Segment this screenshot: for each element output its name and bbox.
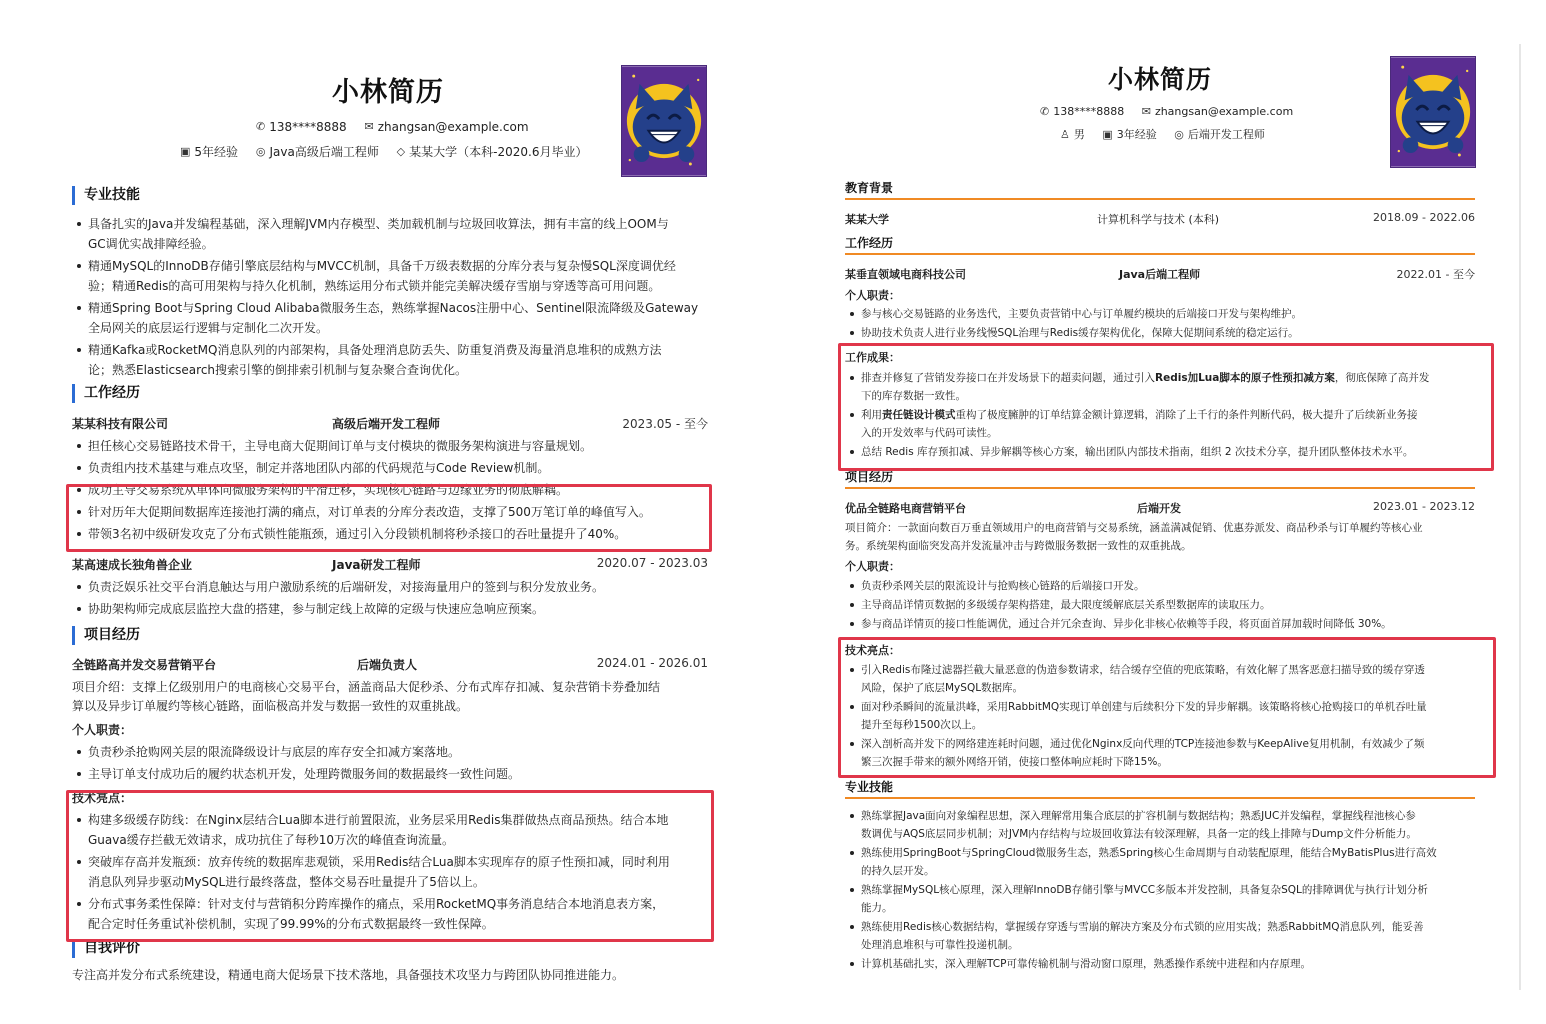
job-header xyxy=(72,556,708,574)
tag-icon: ◇ xyxy=(396,145,406,158)
experience-text: 3年经验 xyxy=(1116,128,1157,141)
contact-row xyxy=(1040,105,1307,118)
phone-contact xyxy=(1040,105,1124,118)
avatar xyxy=(1390,56,1476,168)
company-name: 某某科技有限公司 xyxy=(72,417,169,431)
resume-title: 小林简历 xyxy=(332,77,444,108)
avatar xyxy=(621,65,707,177)
self-eval-text: 专注高并发分布式系统建设，精通电商大促场景下技术落地，具备强技术攻坚力与跨团队协同推进能力。 xyxy=(72,968,625,982)
briefcase-icon: ▣ xyxy=(180,145,191,158)
company-name: 某垂直领域电商科技公司 xyxy=(845,268,966,281)
email-text: zhangsan@example.com xyxy=(377,119,529,134)
skill-item: 精通Kafka或RocketMQ消息队列的内部架构，具备处理消息防丢失、防重复消费及海量消息堆积的成熟方法 论；熟悉Elasticsearch搜索引擎的倒排索引机制与复杂聚合查询优化。 xyxy=(74,340,710,380)
education-text: 某某大学（本科-2020.6月毕业） xyxy=(409,145,588,159)
cat-avatar-icon xyxy=(1391,57,1475,167)
person-icon: ♙ xyxy=(1060,127,1070,141)
resume-title: 小林简历 xyxy=(1108,65,1213,94)
position-text: Java高级后端工程师 xyxy=(269,145,379,159)
phone-contact xyxy=(256,120,347,134)
project-intro: 项目介绍：支撑上亿级别用户的电商核心交易平台，涵盖商品大促秒杀、分布式库存扣减、复杂营销卡券叠加结 算以及异步订单履约等核心链路，面临极高并发与数据一致性的双重挑战。 xyxy=(72,680,661,713)
project-duty-list xyxy=(847,577,1477,634)
list-item: 排查并修复了营销发券接口在并发场景下的超卖问题，通过引入Redis加Lua脚本的原子性预扣减方案，彻底保障了高并发 下的库存数据一致性。 xyxy=(847,369,1477,405)
cat-avatar-icon xyxy=(622,66,706,176)
job-duty-list xyxy=(847,305,1477,343)
list-item: 主导订单支付成功后的履约状态机开发，处理跨微服务间的数据最终一致性问题。 xyxy=(74,764,710,784)
email-contact xyxy=(1142,105,1293,118)
list-item: 负责秒杀抢购网关层的限流降级设计与底层的库存安全扣减方案落地。 xyxy=(74,742,710,762)
project-period: 2024.01 - 2026.01 xyxy=(596,656,708,670)
resume-page-left xyxy=(34,44,750,994)
list-item: 引入Redis布隆过滤器拦截大量恶意的伪造参数请求，结合缓存空值的兜底策略，有效化解了黑客恶意扫描导致的缓存穿透 风险，保护了底层MySQL数据库。 xyxy=(847,661,1477,697)
job-role: 高级后端开发工程师 xyxy=(332,417,441,431)
job-header xyxy=(845,266,1475,284)
phone-icon: ✆ xyxy=(1040,105,1050,118)
list-item: 负责组内技术基建与难点攻坚，制定并落地团队内部的代码规范与Code Review机制。 xyxy=(74,458,710,478)
list-item: 主导商品详情页数据的多级缓存架构搭建，最大限度缓解底层关系型数据库的读取压力。 xyxy=(847,596,1477,614)
skill-item: 熟练使用SpringBoot与SpringCloud微服务生态，熟悉Spring核心生命周期与自动装配原理，能结合MyBatisPlus进行高效 的持久层开发。 xyxy=(847,844,1477,880)
tech-label: 技术亮点： xyxy=(72,791,133,805)
skill-item: 精通Spring Boot与Spring Cloud Alibaba微服务生态，熟练掌握Nacos注册中心、Sentinel限流降级及Gateway 全局网关的底层运行逻辑与定制化二次开发。 xyxy=(74,298,710,338)
position-text: 后端开发工程师 xyxy=(1187,128,1265,141)
experience-info xyxy=(1102,126,1156,142)
skills-list xyxy=(847,807,1477,974)
job-role: Java后端工程师 xyxy=(1119,268,1201,281)
skill-item: 熟练使用Redis核心数据结构，掌握缓存穿透与雪崩的解决方案及分布式锁的应用实战；熟悉RabbitMQ消息队列，能妥善 处理消息堆积与可靠性投递机制。 xyxy=(847,918,1477,954)
section-project: 项目经历 xyxy=(72,626,140,645)
info-row xyxy=(1060,126,1279,142)
result-label: 工作成果： xyxy=(845,351,900,364)
experience-text: 5年经验 xyxy=(194,145,239,159)
edu-row xyxy=(845,211,1475,229)
list-item: 分布式事务柔性保障：针对支付与营销积分跨库操作的痛点，采用RocketMQ事务消息结合本地消息表方案， 配合定时任务重试补偿机制，实现了99.99%的分布式数据最终一致性保障。 xyxy=(74,894,710,934)
section-education: 教育背景 xyxy=(845,179,1475,196)
phone-text: 138****8888 xyxy=(1053,105,1125,118)
list-item: 成功主导交易系统从单体向微服务架构的平滑迁移，实现核心链路与边缘业务的彻底解耦。 xyxy=(74,480,710,500)
section-work: 工作经历 xyxy=(72,384,140,403)
gender-info xyxy=(1060,126,1085,142)
section-underline xyxy=(845,797,1475,799)
edu-period: 2018.09 - 2022.06 xyxy=(1373,211,1475,224)
skill-item: 熟练掌握Java面向对象编程思想，深入理解常用集合底层的扩容机制与数据结构；熟悉JUC并发编程，掌握线程池核心参 数调优与AQS底层同步机制；对JVM内存结构与垃圾回收算法有较深理解，具备一定的线上排障与Dump文件分析能力。 xyxy=(847,807,1477,843)
phone-icon: ✆ xyxy=(256,120,266,133)
list-item: 针对历年大促期间数据库连接池打满的痛点，对订单表的分库分表改造，支撑了500万笔订单的峰值写入。 xyxy=(74,502,710,522)
duty-label: 个人职责： xyxy=(845,289,900,302)
target-icon: ◎ xyxy=(1174,127,1184,141)
email-text: zhangsan@example.com xyxy=(1154,105,1294,118)
position-info xyxy=(256,143,379,160)
list-item: 突破库存高并发瓶颈：放弃传统的数据库悲观锁，采用Redis结合Lua脚本实现库存的原子性预扣减，同时利用 消息队列异步驱动MySQL进行最终落盘，整体交易吞吐量提升了5倍以上。 xyxy=(74,852,710,892)
list-item: 深入剖析高并发下的网络建连耗时问题，通过优化Nginx反向代理的TCP连接池参数与KeepAlive复用机制，有效减少了频 繁三次握手带来的额外网络开销，使接口整体响应耗时下降15%。 xyxy=(847,735,1477,771)
list-item: 担任核心交易链路技术骨干，主导电商大促期间订单与支付模块的微服务架构演进与容量规划。 xyxy=(74,436,710,456)
job-role: Java研发工程师 xyxy=(332,558,421,572)
list-item: 协助技术负责人进行业务线慢SQL治理与Redis缓存架构优化，保障大促期间系统的稳定运行。 xyxy=(847,324,1477,342)
experience-info xyxy=(180,143,238,160)
job-period: 2020.07 - 2023.03 xyxy=(596,556,708,570)
project-tech-list xyxy=(847,661,1477,772)
duty-label: 个人职责： xyxy=(845,560,900,573)
phone-text: 138****8888 xyxy=(269,119,347,134)
skill-item: 计算机基础扎实，深入理解TCP可靠传输机制与滑动窗口原理，熟悉操作系统中进程和内存原理。 xyxy=(847,955,1477,973)
duty-label: 个人职责： xyxy=(72,723,133,737)
list-item: 带领3名初中级研发攻克了分布式锁性能瓶颈，通过引入分段锁机制将秒杀接口的吞吐量提升了40%。 xyxy=(74,524,710,544)
page-edge-divider xyxy=(1519,44,1521,990)
school-name: 某某大学 xyxy=(845,213,889,226)
skill-item: 熟练掌握MySQL核心原理，深入理解InnoDB存储引擎与MVCC多版本并发控制，具备复杂SQL的排障调优与执行计划分析 能力。 xyxy=(847,881,1477,917)
skills-list xyxy=(74,214,710,382)
mail-icon: ✉ xyxy=(1141,105,1151,118)
major-text: 计算机科学与技术 (本科) xyxy=(1097,213,1220,226)
section-project: 项目经历 xyxy=(845,468,1475,485)
job1-list xyxy=(74,436,710,546)
list-item: 参与商品详情页的接口性能调优，通过合并冗余查询、异步化非核心依赖等手段，将页面首屏加载时间降低 30%。 xyxy=(847,615,1477,633)
list-item: 面对秒杀瞬间的流量洪峰，采用RabbitMQ实现订单创建与后续积分下发的异步解耦。该策略将核心抢购接口的单机吞吐量 提升至每秒1500次以上。 xyxy=(847,698,1477,734)
list-item: 负责泛娱乐社交平台消息触达与用户激励系统的后端研发，对接海量用户的签到与积分发放业务。 xyxy=(74,577,710,597)
list-item: 参与核心交易链路的业务迭代，主要负责营销中心与订单履约模块的后端接口开发与架构维护。 xyxy=(847,305,1477,323)
project-period: 2023.01 - 2023.12 xyxy=(1373,500,1475,513)
tech-label: 技术亮点： xyxy=(845,644,900,657)
briefcase-icon: ▣ xyxy=(1102,127,1113,141)
section-underline xyxy=(845,198,1475,200)
gender-text: 男 xyxy=(1073,128,1085,141)
project-intro: 项目简介：一款面向数百万垂直领域用户的电商营销与交易系统，涵盖满减促销、优惠券派发、商品秒杀与订单履约等核心业 务。系统架构面临突发高并发流量冲击与跨微服务数据一致性的双重挑战。 xyxy=(845,522,1423,552)
email-contact xyxy=(365,120,529,134)
mail-icon: ✉ xyxy=(364,120,374,133)
project-tech-list xyxy=(74,810,710,936)
contact-row xyxy=(256,119,543,134)
list-item: 协助架构师完成底层监控大盘的搭建，参与制定线上故障的定级与快速应急响应预案。 xyxy=(74,599,710,619)
project-name: 全链路高并发交易营销平台 xyxy=(72,658,217,672)
job-period: 2023.05 - 至今 xyxy=(622,417,708,431)
section-underline xyxy=(845,487,1475,489)
section-work: 工作经历 xyxy=(845,234,1475,251)
project-role: 后端负责人 xyxy=(357,658,418,672)
job-result-list xyxy=(847,369,1477,462)
education-info xyxy=(397,143,588,160)
list-item: 负责秒杀网关层的限流设计与抢购核心链路的后端接口开发。 xyxy=(847,577,1477,595)
company-name: 某高速成长独角兽企业 xyxy=(72,558,193,572)
position-info xyxy=(1174,126,1265,142)
list-item: 利用责任链设计模式重构了极度臃肿的订单结算金额计算逻辑，消除了上千行的条件判断代码，极大提升了后续新业务接 入的开发效率与代码可读性。 xyxy=(847,406,1477,442)
section-skills: 专业技能 xyxy=(845,778,1475,795)
section-underline xyxy=(845,253,1475,255)
project-header xyxy=(845,500,1475,518)
skill-item: 具备扎实的Java并发编程基础，深入理解JVM内存模型、类加载机制与垃圾回收算法，拥有丰富的线上OOM与 GC调优实战排障经验。 xyxy=(74,214,710,254)
project-name: 优品全链路电商营销平台 xyxy=(845,502,966,515)
section-self-eval: 自我评价 xyxy=(72,939,140,958)
job-header xyxy=(72,415,708,433)
list-item: 总结 Redis 库存预扣减、异步解耦等核心方案，输出团队内部技术指南，组织 2 次技术分享，提升团队整体技术水平。 xyxy=(847,443,1477,461)
job-period: 2022.01 - 至今 xyxy=(1396,268,1475,281)
job2-list xyxy=(74,577,710,621)
project-duty-list xyxy=(74,742,710,786)
resume-page-right xyxy=(804,44,1520,994)
list-item: 构建多级缓存防线：在Nginx层结合Lua脚本进行前置限流，业务层采用Redis集群做热点商品预热。结合本地 Guava缓存拦截无效请求，成功抗住了每秒10万次的峰值查询流量。 xyxy=(74,810,710,850)
project-header xyxy=(72,656,708,674)
skill-item: 精通MySQL的InnoDB存储引擎底层结构与MVCC机制，具备千万级表数据的分库分表与复杂慢SQL深度调优经 验；精通Redis的高可用架构与持久化机制，熟练运用分布式锁并能完美解决缓存雪崩与穿透等高可用问题。 xyxy=(74,256,710,296)
section-skills: 专业技能 xyxy=(72,186,140,205)
info-row xyxy=(180,143,601,160)
project-role: 后端开发 xyxy=(1137,502,1181,515)
target-icon: ◎ xyxy=(255,145,266,158)
